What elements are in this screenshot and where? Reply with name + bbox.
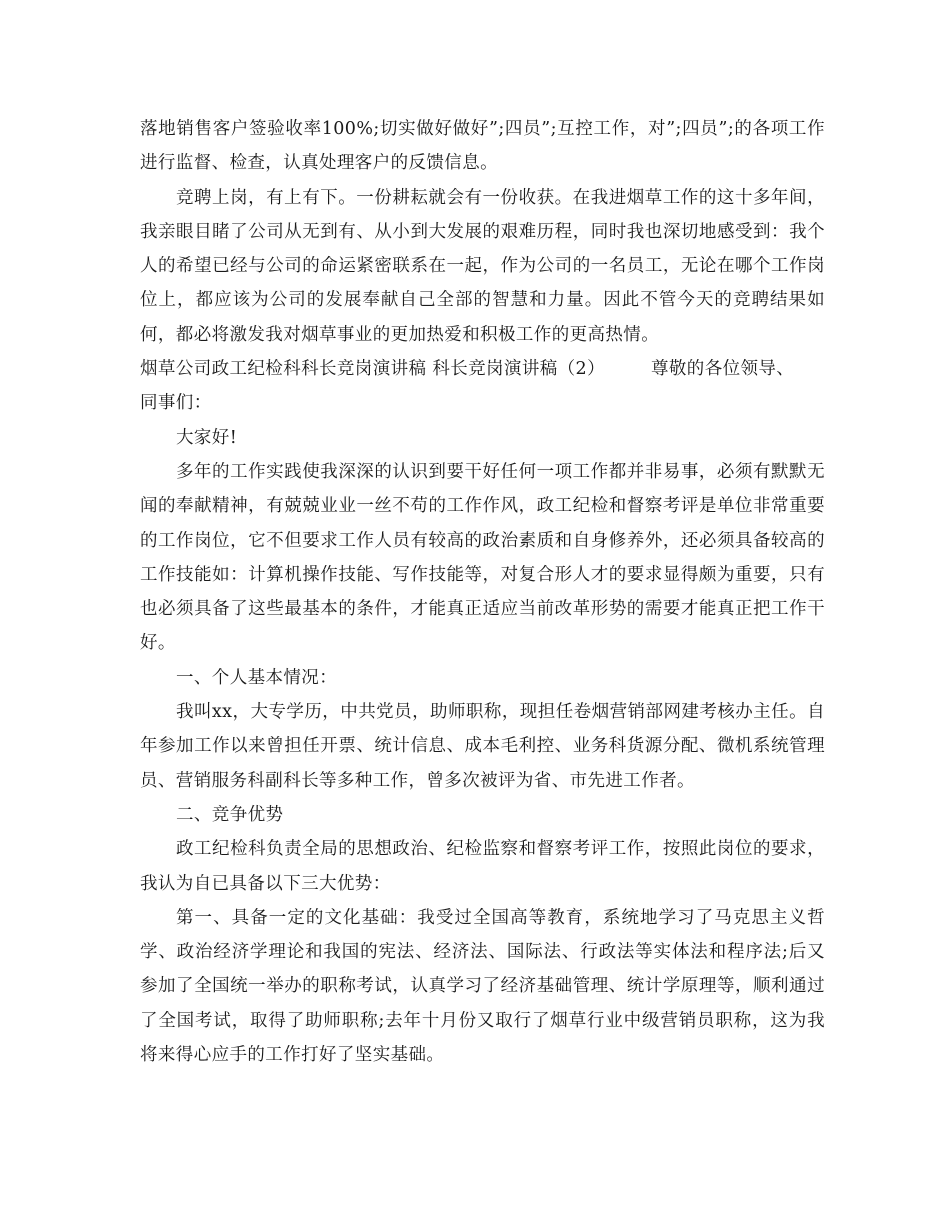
document-page	[140, 112, 825, 1072]
paragraph-competition: 竞聘上岗，有上有下。一份耕耘就会有一份收获。在我进烟草工作的这十多年间，我亲眼目睹了公司从无到有、从小到大发展的艰难历程，同时我也深切地感受到：我个人的希望已经与公司的命运紧密联系在一起，作为公司的一名员工，无论在哪个工作岗位上，都应该为公司的发展奉献自己全部的智慧和力量。因此不管今天的竞聘结果如何，都必将激发我对烟草事业的更加热爱和积极工作的更高热情。	[140, 187, 825, 345]
paragraph-education: 第一、具备一定的文化基础：我受过全国高等教育，系统地学习了马克思主义哲学、政治经济学理论和我国的宪法、经济法、国际法、行政法等实体法和程序法;后又参加了全国统一举办的职称考试，认真学习了经济基础管理、统计学原理等，顺利通过了全国考试，取得了助师职称;去年十月份又取行了烟草行业中级营销员职称，这为我将来得心应手的工作打好了坚实基础。	[140, 907, 825, 1066]
salutation-start: 尊敬的各位领导、	[651, 359, 795, 380]
paragraph-intro-tail: 落地销售客户签验收率100%;切实做好做好”;四员”;互控工作，对”;四员”;的各项工作进行监督、检查，认真处理客户的反馈信息。	[140, 119, 825, 174]
paragraph-advantages-intro: 政工纪检科负责全局的思想政治、纪检监察和督察考评工作，按照此岗位的要求，我认为自已具备以下三大优势：	[140, 839, 825, 894]
salutation-end: 同事们：	[140, 393, 212, 414]
speech-title: 烟草公司政工纪检科科长竞岗演讲稿 科长竞岗演讲稿（2）	[140, 359, 605, 380]
greeting: 大家好!	[176, 427, 238, 448]
section-heading-advantages: 二、竞争优势	[176, 804, 284, 825]
paragraph-experience: 多年的工作实践使我深深的认识到要干好任何一项工作都并非易事，必须有默默无闻的奉献精神，有兢兢业业一丝不苟的工作作风，政工纪检和督察考评是单位非常重要的工作岗位，它不但要求工作人员有较高的政治素质和自身修养外，还必须具备较高的工作技能如：计算机操作技能、写作技能等，对复合形人才的要求显得颇为重要，只有也必须具备了这些最基本的条件，才能真正适应当前改革形势的需要才能真正把工作干好。	[140, 461, 825, 654]
paragraph-personal-info: 我叫xx，大专学历，中共党员，助师职称，现担任卷烟营销部网建考核办主任。自年参加工作以来曾担任开票、统计信息、成本毛利控、业务科货源分配、微机系统管理员、营销服务科副科长等多种工作，曾多次被评为省、市先进工作者。	[140, 702, 825, 791]
speech-title-line	[140, 352, 825, 386]
section-heading-personal: 一、个人基本情况：	[176, 667, 338, 688]
